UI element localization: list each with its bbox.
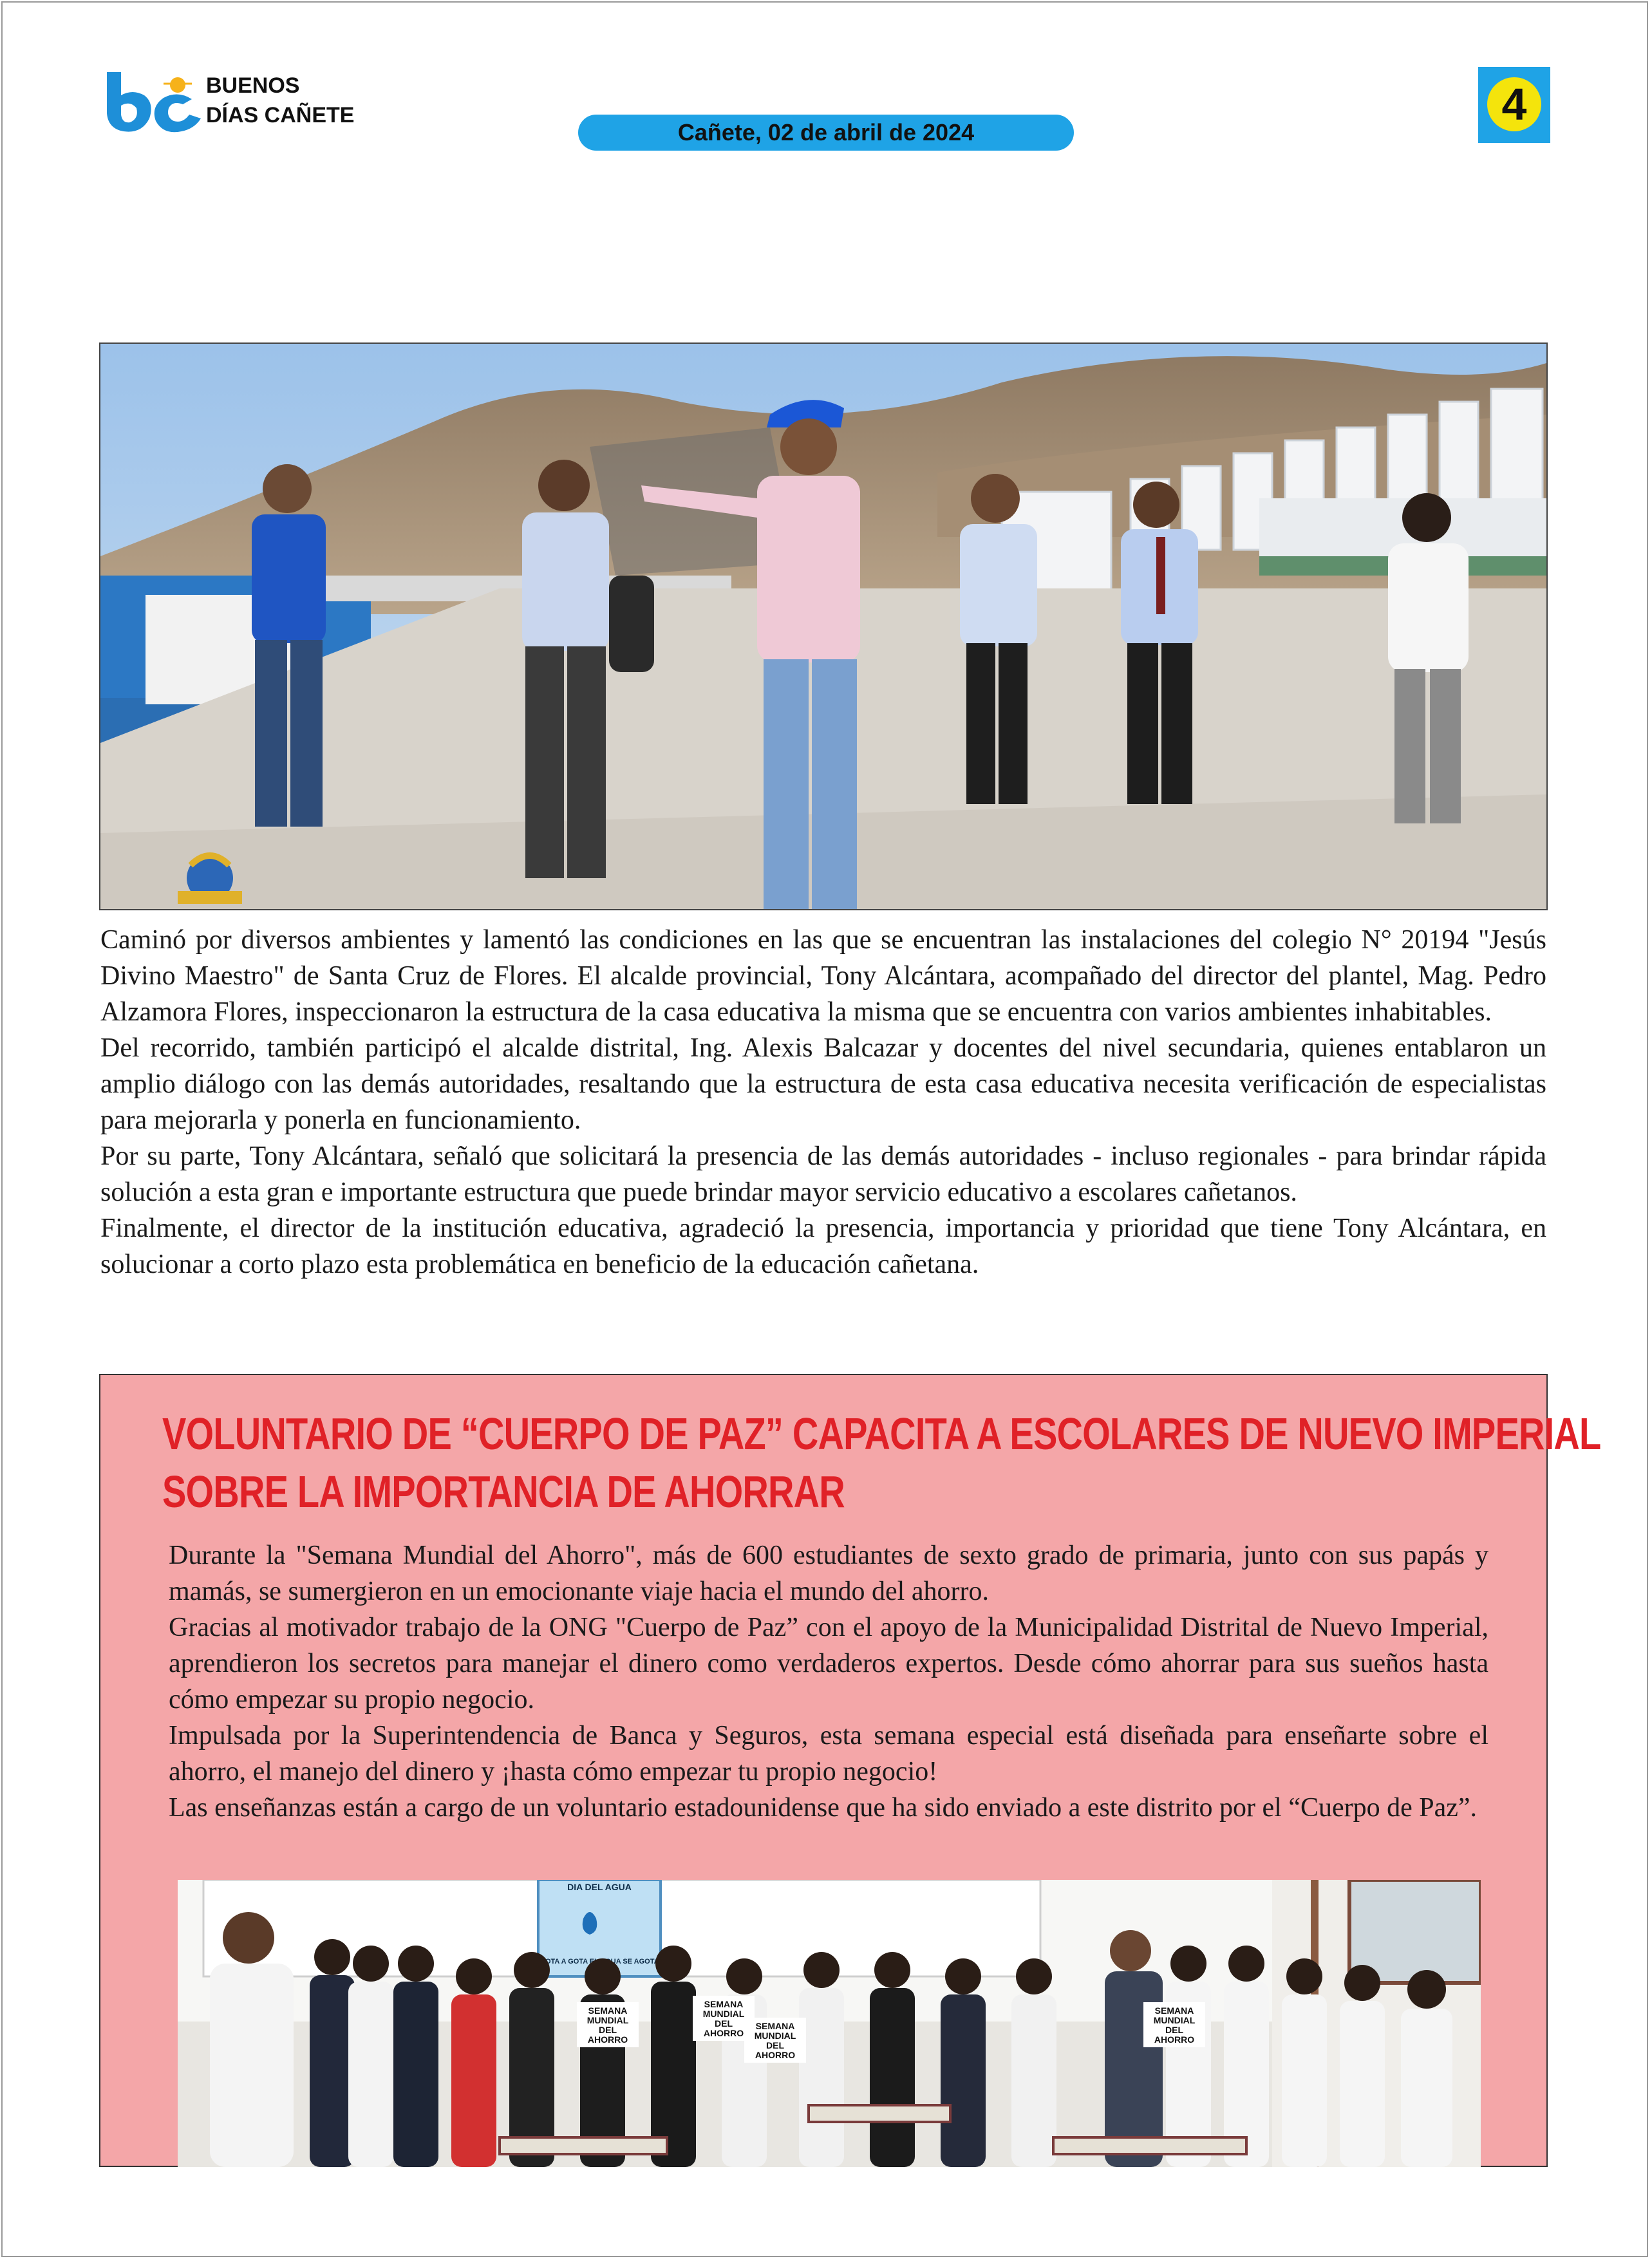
feature-paragraph: Las enseñanzas están a cargo de un voluntario estadounidense que ha sido enviado a este distrito por el “Cuerpo de Paz”. bbox=[169, 1793, 1478, 1823]
sign-text: SEMANA bbox=[704, 1999, 744, 2009]
poster-title: DIA DEL AGUA bbox=[567, 1882, 632, 1892]
article-paragraph: Caminó por diversos ambientes y lamentó las condiciones en las que se encuentran las instalaciones del colegio N° 20194 "Jesús Divino Maestro" de Santa Cruz de Flores. El alcalde provincial, Tony Alcántara, acompañado del director del plantel, Mag. Pedro Alzamora Flores, inspeccionaron la estructura de la casa educativa la misma que se encuentra con varios ambientes inhabitables. bbox=[100, 925, 1546, 1027]
feature-paragraph: Durante la "Semana Mundial del Ahorro", más de 600 estudiantes de sexto grado de primaria, junto con sus papás y mamás, se sumergieron en un emocionante viaje hacia el mundo del ahorro. bbox=[169, 1541, 1488, 1606]
page-number-badge bbox=[1478, 67, 1550, 143]
sign-text: DEL bbox=[715, 2018, 733, 2029]
feature-paragraph: Impulsada por la Superintendencia de Banca y Seguros, esta semana especial está diseñada para enseñarte sobre el ahorro, el manejo del dinero y ¡hasta cómo empezar tu propio negocio! bbox=[169, 1721, 1488, 1787]
article-paragraph: Por su parte, Tony Alcántara, señaló que solicitará la presencia de las demás autoridades - incluso regionales - para brindar rápida solución a esta gran e importante estructura que puede brindar mayor servicio educativo a escolares cañetanos. bbox=[100, 1141, 1546, 1207]
article-body bbox=[100, 922, 1546, 1282]
sign-text: AHORRO bbox=[587, 2034, 628, 2045]
headline-line-1: VOLUNTARIO DE “CUERPO DE PAZ” CAPACITA A ESCOLARES DE NUEVO IMPERIAL bbox=[162, 1409, 1601, 1459]
feature-headline bbox=[162, 1405, 1601, 1521]
classroom-photo bbox=[178, 1880, 1481, 2167]
sign-text: AHORRO bbox=[703, 2028, 744, 2038]
sign-text: MUNDIAL bbox=[587, 2015, 629, 2025]
sign-text: MUNDIAL bbox=[702, 2009, 745, 2019]
sign-text: AHORRO bbox=[755, 2050, 796, 2060]
sign-text: AHORRO bbox=[1154, 2034, 1195, 2045]
poster-text: GOTA A GOTA SE AGOTA bbox=[540, 1958, 659, 1965]
sign-text: DEL bbox=[766, 2040, 784, 2050]
sign-text: DEL bbox=[599, 2025, 617, 2035]
feature-box bbox=[99, 1374, 1601, 2167]
headline-line-2: SOBRE LA IMPORTANCIA DE AHORRAR bbox=[162, 1467, 845, 1517]
sign-text: MUNDIAL bbox=[1153, 2015, 1196, 2025]
sign-text: DEL bbox=[1165, 2025, 1183, 2035]
date-banner: Cañete, 02 de abril de 2024 bbox=[578, 115, 1074, 151]
brand-name bbox=[206, 71, 354, 130]
sign-text: MUNDIAL bbox=[754, 2031, 796, 2041]
feature-body bbox=[169, 1537, 1488, 1826]
brand-line-1: BUENOS bbox=[206, 73, 300, 98]
article-paragraph: Finalmente, el director de la institución educativa, agradeció la presencia, importancia y prioridad que tiene Tony Alcántara, en solucionar a corto plazo esta problemática en beneficio de la educación cañetana. bbox=[100, 1214, 1546, 1279]
brand-logo bbox=[102, 67, 205, 139]
sign-text: SEMANA bbox=[588, 2005, 628, 2016]
officials-walking-photo bbox=[99, 342, 1548, 910]
feature-paragraph: Gracias al motivador trabajo de la ONG "Cuerpo de Paz” con el apoyo de la Municipalidad Distrital de Nuevo Imperial, aprendieron los secretos para manejar el dinero como verdaderos expertos. Desde cómo ahorrar para sus sueños hasta cómo empezar su propio negocio. bbox=[169, 1613, 1488, 1714]
sign-text: SEMANA bbox=[1154, 2005, 1194, 2016]
article-paragraph: Del recorrido, también participó el alcalde distrital, Ing. Alexis Balcazar y docentes del nivel secundaria, quienes entablaron un amplio diálogo con las demás autoridades, resaltando que la estructura de esta casa educativa necesita verificación de especialistas para mejorarla y ponerla en funcionamiento. bbox=[100, 1033, 1546, 1135]
sign-text: SEMANA bbox=[755, 2021, 795, 2031]
brand-line-2: DÍAS CAÑETE bbox=[206, 103, 355, 127]
page-number: 4 bbox=[1487, 77, 1541, 131]
